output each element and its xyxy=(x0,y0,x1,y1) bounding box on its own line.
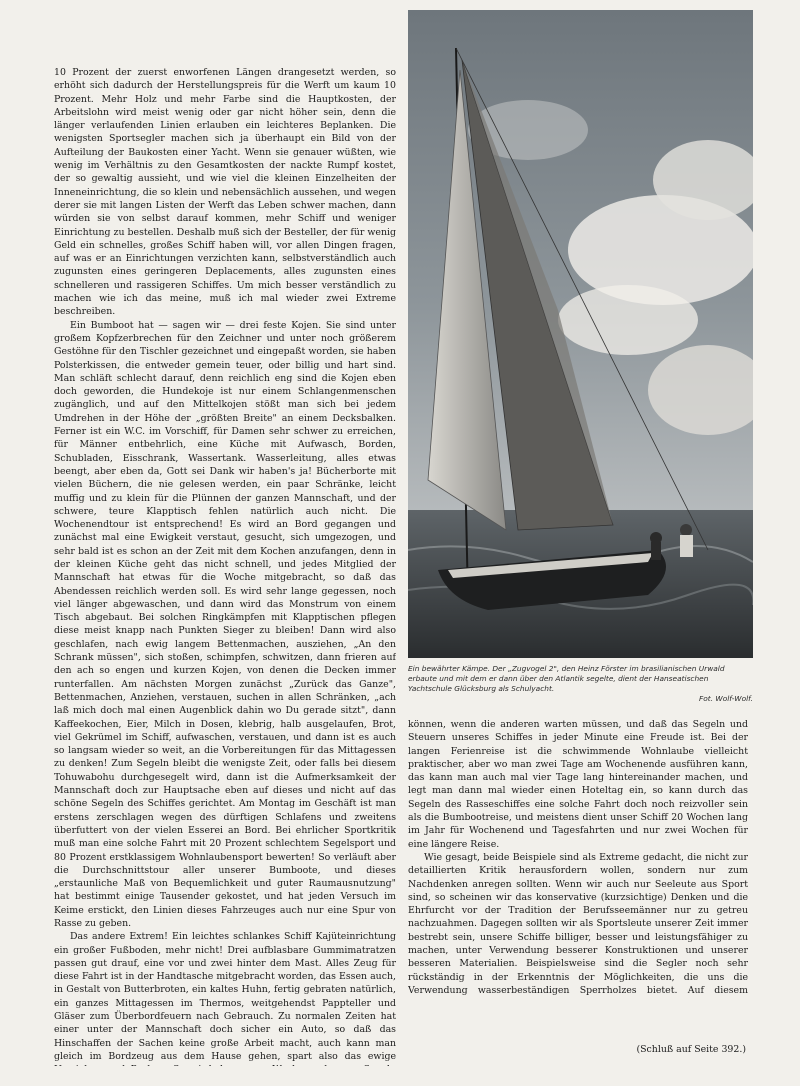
sailing-yacht-photo xyxy=(408,10,753,658)
paragraph: Ein Bumboot hat — sagen wir — drei feste Kojen. Sie sind unter großem Kopfzerbrechen für den Zeichner und unter noch größerem Gestöhne für den Tischler gezeichnet und eingepaßt worden, sie haben Polsterkissen, die entweder gemein teuer, oder billig und hart sind. Man schläft schlecht darauf, denn reichlich eng sind die Kojen eben doch geworden, die Hundekoje ist nur einem Schlangenmenschen zugänglich, und auf den Mittelkojen stößt man sich bei jedem Umdrehen in der Höhe der „größten Breite" an einem Decksbalken. Ferner ist ein W.C. im Vorschiff, für Damen sehr schwer zu erreichen, für Männer entbehrlich, eine Küche mit Aufwasch, Borden, Schubladen, Eisschrank, Wassertank. Wasserleitung, alles etwas beengt, aber eben da, Gott sei Dank wir haben's ja! Bücherborte mit vielen Büchern, die nie gelesen werden, ein paar Schränke, leicht muffig und zu klein für die Plünnen der ganzen Mannschaft, und der schwere, teure Klapptisch fehlen natürlich auch nicht. Die Wochenendtour ist entsprechend! Es wird an Bord gegangen und zunächst mal eine Ewigkeit verstaut, gesucht, sich umgezogen, und sehr bald ist es schon an der Zeit mit dem Kochen anzufangen, denn in der kleinen Küche geht das nicht schnell, und jedes Mitglied der Mannschaft hat etwas für die Woche mitgebracht, so daß das Abendessen reichlich werden soll. Es wird sehr lange gegessen, noch viel länger abgewaschen, und dann wird das Monstrum von einem Tisch abgebaut. Bei solchen Ringkämpfen mit Klapptischen pflegen diese meist knapp nach Punkten Sieger zu bleiben! Dann wird also geschlafen, nach ewig langem Bettenmachen, ausziehen, „An den Schrank müssen", sich stoßen, schimpfen, schwitzen, dann frieren auf den ach so engen und kurzen Kojen, von denen die Decken immer runterfallen. Am nächsten Morgen zunächst „Zurück das Ganze", Bettenmachen, Anziehen, verstauen, suchen in allen Schränken, „ach laß mich doch mal einen Augenblick dahin wo Du gerade sitzt", dann Kaffeekochen, Eier, Milch in Dosen, klebrig, halb ausgelaufen, Brot, viel Gekrümel im Schiff, aufwaschen, verstauen, und dann ist es auch so langsam wieder so weit, an die Vorbereitungen für das Mittagessen zu denken! Zum Segeln bleibt die wenigste Zeit, oder falls bei diesem Tohuwabohu durchgesegelt wird, dann ist die Aufmerksamkeit der Mannschaft doch zur Hauptsache eben auf dieses und nicht auf das schöne Segeln des Schiffes gerichtet. Am Montag im Geschäft ist man erstens zerschlagen wegen des dürftigen Schlafens und zweitens überfuttert von der vielen Esserei an Bord. Bei ehrlicher Sportkritik muß man eine solche Fahrt mit 20 Prozent schlechtem Segelsport und 80 Prozent erstklassigem Wohnlaubensport bewerten! So verläuft aber die Durchschnittstour aller unserer Bumboote, und dieses „erstaunliche Maß von Bequemlichkeit und guter Raumausnutzung" hat bestimmt einige Tausender gekostet, und hat jeden Versuch im Keime erstickt, den Linien dieses Fahrzeuges auch nur eine Spur von Rasse zu geben. xyxy=(54,319,396,929)
continued-note: (Schluß auf Seite 392.) xyxy=(636,1044,746,1055)
article-right-column xyxy=(408,718,748,998)
paragraph: Wie gesagt, beide Beispiele sind als Extreme gedacht, die nicht zur detaillierten Kritik herausfordern wollen, sondern nur zum Nachdenken anregen sollten. Wenn wir auch nur Seeleute aus Sport sind, so scheinen wir das konservative (kurzsichtige) Denken und die Ehrfurcht vor der Tradition der Berufsseemänner nur zu getreu nachzuahmen. Dagegen sollten wir als Sportsleute unserer Zeit immer bestrebt sein, unsere Schiffe billiger, besser und leistungsfähiger zu machen, unter Verwendung besserer Konstruktionen und unserer besseren Materialien. Beispielsweise sind die Segler noch sehr rückständig in der Erkenntnis der Möglichkeiten, die uns die Verwendung wasserbeständigen Sperrholzes bietet. Auf diesem xyxy=(408,851,748,996)
caption-text: Ein bewährter Kämpe. Der „Zugvogel 2", den Heinz Förster im brasilianischen Urwald erbaute und mit dem er dann über den Atlantik segelte, dient der Hanseatischen Yachtschule Glücksburg als Schulyacht. xyxy=(408,664,725,693)
photo-caption xyxy=(408,664,753,704)
photo-credit: Fot. Wolf-Wolf. xyxy=(699,694,753,703)
paragraph: können, wenn die anderen warten müssen, und daß das Segeln und Steuern unseres Schiffes in jeder Minute eine Freude ist. Bei der langen Ferienreise ist die schwimmende Wohnlaube vielleicht praktischer, aber wo man zwei Tage am Wochenende ausführen kann, das kann man auch mal vier Tage lang hintereinander machen, und legt man dann mal wieder einen Hoteltag ein, so kann durch das Segeln des Rasseschiffes eine solche Fahrt doch noch reizvoller sein als die Bumbootreise, und meistens dient unser Schiff 20 Wochen lang im Jahr für Wochenend und Tagesfahrten und nur zwei Wochen für eine längere Reise. xyxy=(408,719,748,850)
article-left-column xyxy=(54,66,396,1066)
paragraph: 10 Prozent der zuerst enworfenen Längen drangesetzt werden, so erhöht sich dadurch der Herstellungspreis für die Werft um kaum 10 Prozent. Mehr Holz und mehr Farbe sind die Hauptkosten, der Arbeitslohn wird meist wenig oder gar nicht höher sein, denn die länger verlaufenden Linien erlauben ein leichteres Beplanken. Die wenigsten Sportsegler machen sich ja überhaupt ein Bild von der Aufteilung der Baukosten einer Yacht. Wenn sie genauer wüßten, wie wenig im Verhältnis zu den Gesamtkosten der nackte Rumpf kostet, der so gewaltig aussieht, und wie viel die kleinen Einzelheiten der Inneneinrichtung, die so klein und nebensächlich aussehen, und wegen derer sie mit langen Listen der Werft das Leben schwer machen, dann würden sie von selbst darauf kommen, mehr Schiff und weniger Einrichtung zu bestellen. Deshalb muß sich der Besteller, der für wenig Geld ein schnelles, großes Schiff haben will, vor allen Dingen fragen, auf was er an Einrichtungen verzichten kann, selbstverständlich auch zugunsten eines geringeren Deplacements, alles zugunsten eines schnelleren und rassigeren Schiffes. Um mich besser verständlich zu machen wie ich das meine, muß ich mal wieder zwei Extreme beschreiben. xyxy=(54,67,396,318)
paragraph: Das andere Extrem! Ein leichtes schlankes Schiff Kajüteinrichtung ein großer Fußboden, mehr nicht! Drei aufblasbare Gummimatratzen passen gut drauf, eine vor und zwei hinter dem Mast. Alles Zeug für diese Fahrt ist in der Handtasche mitgebracht worden, das Essen auch, in Gestalt von Butterbroten, ein kaltes Huhn, fertig gebraten natürlich, ein ganzes Mittagessen im Thermos, weitgehendst Pappteller und Gläser zum Überbordfeuern nach Gebrauch. Zu normalen Zeiten hat einer unter der Mannschaft doch sicher ein Auto, so daß das Hinschaffen der Sachen keine große Arbeit macht, auch kann man gleich im Bordzeug aus dem Hause gehen, spart also das ewige xyxy=(54,931,396,1062)
sailboat-illustration xyxy=(408,10,753,658)
